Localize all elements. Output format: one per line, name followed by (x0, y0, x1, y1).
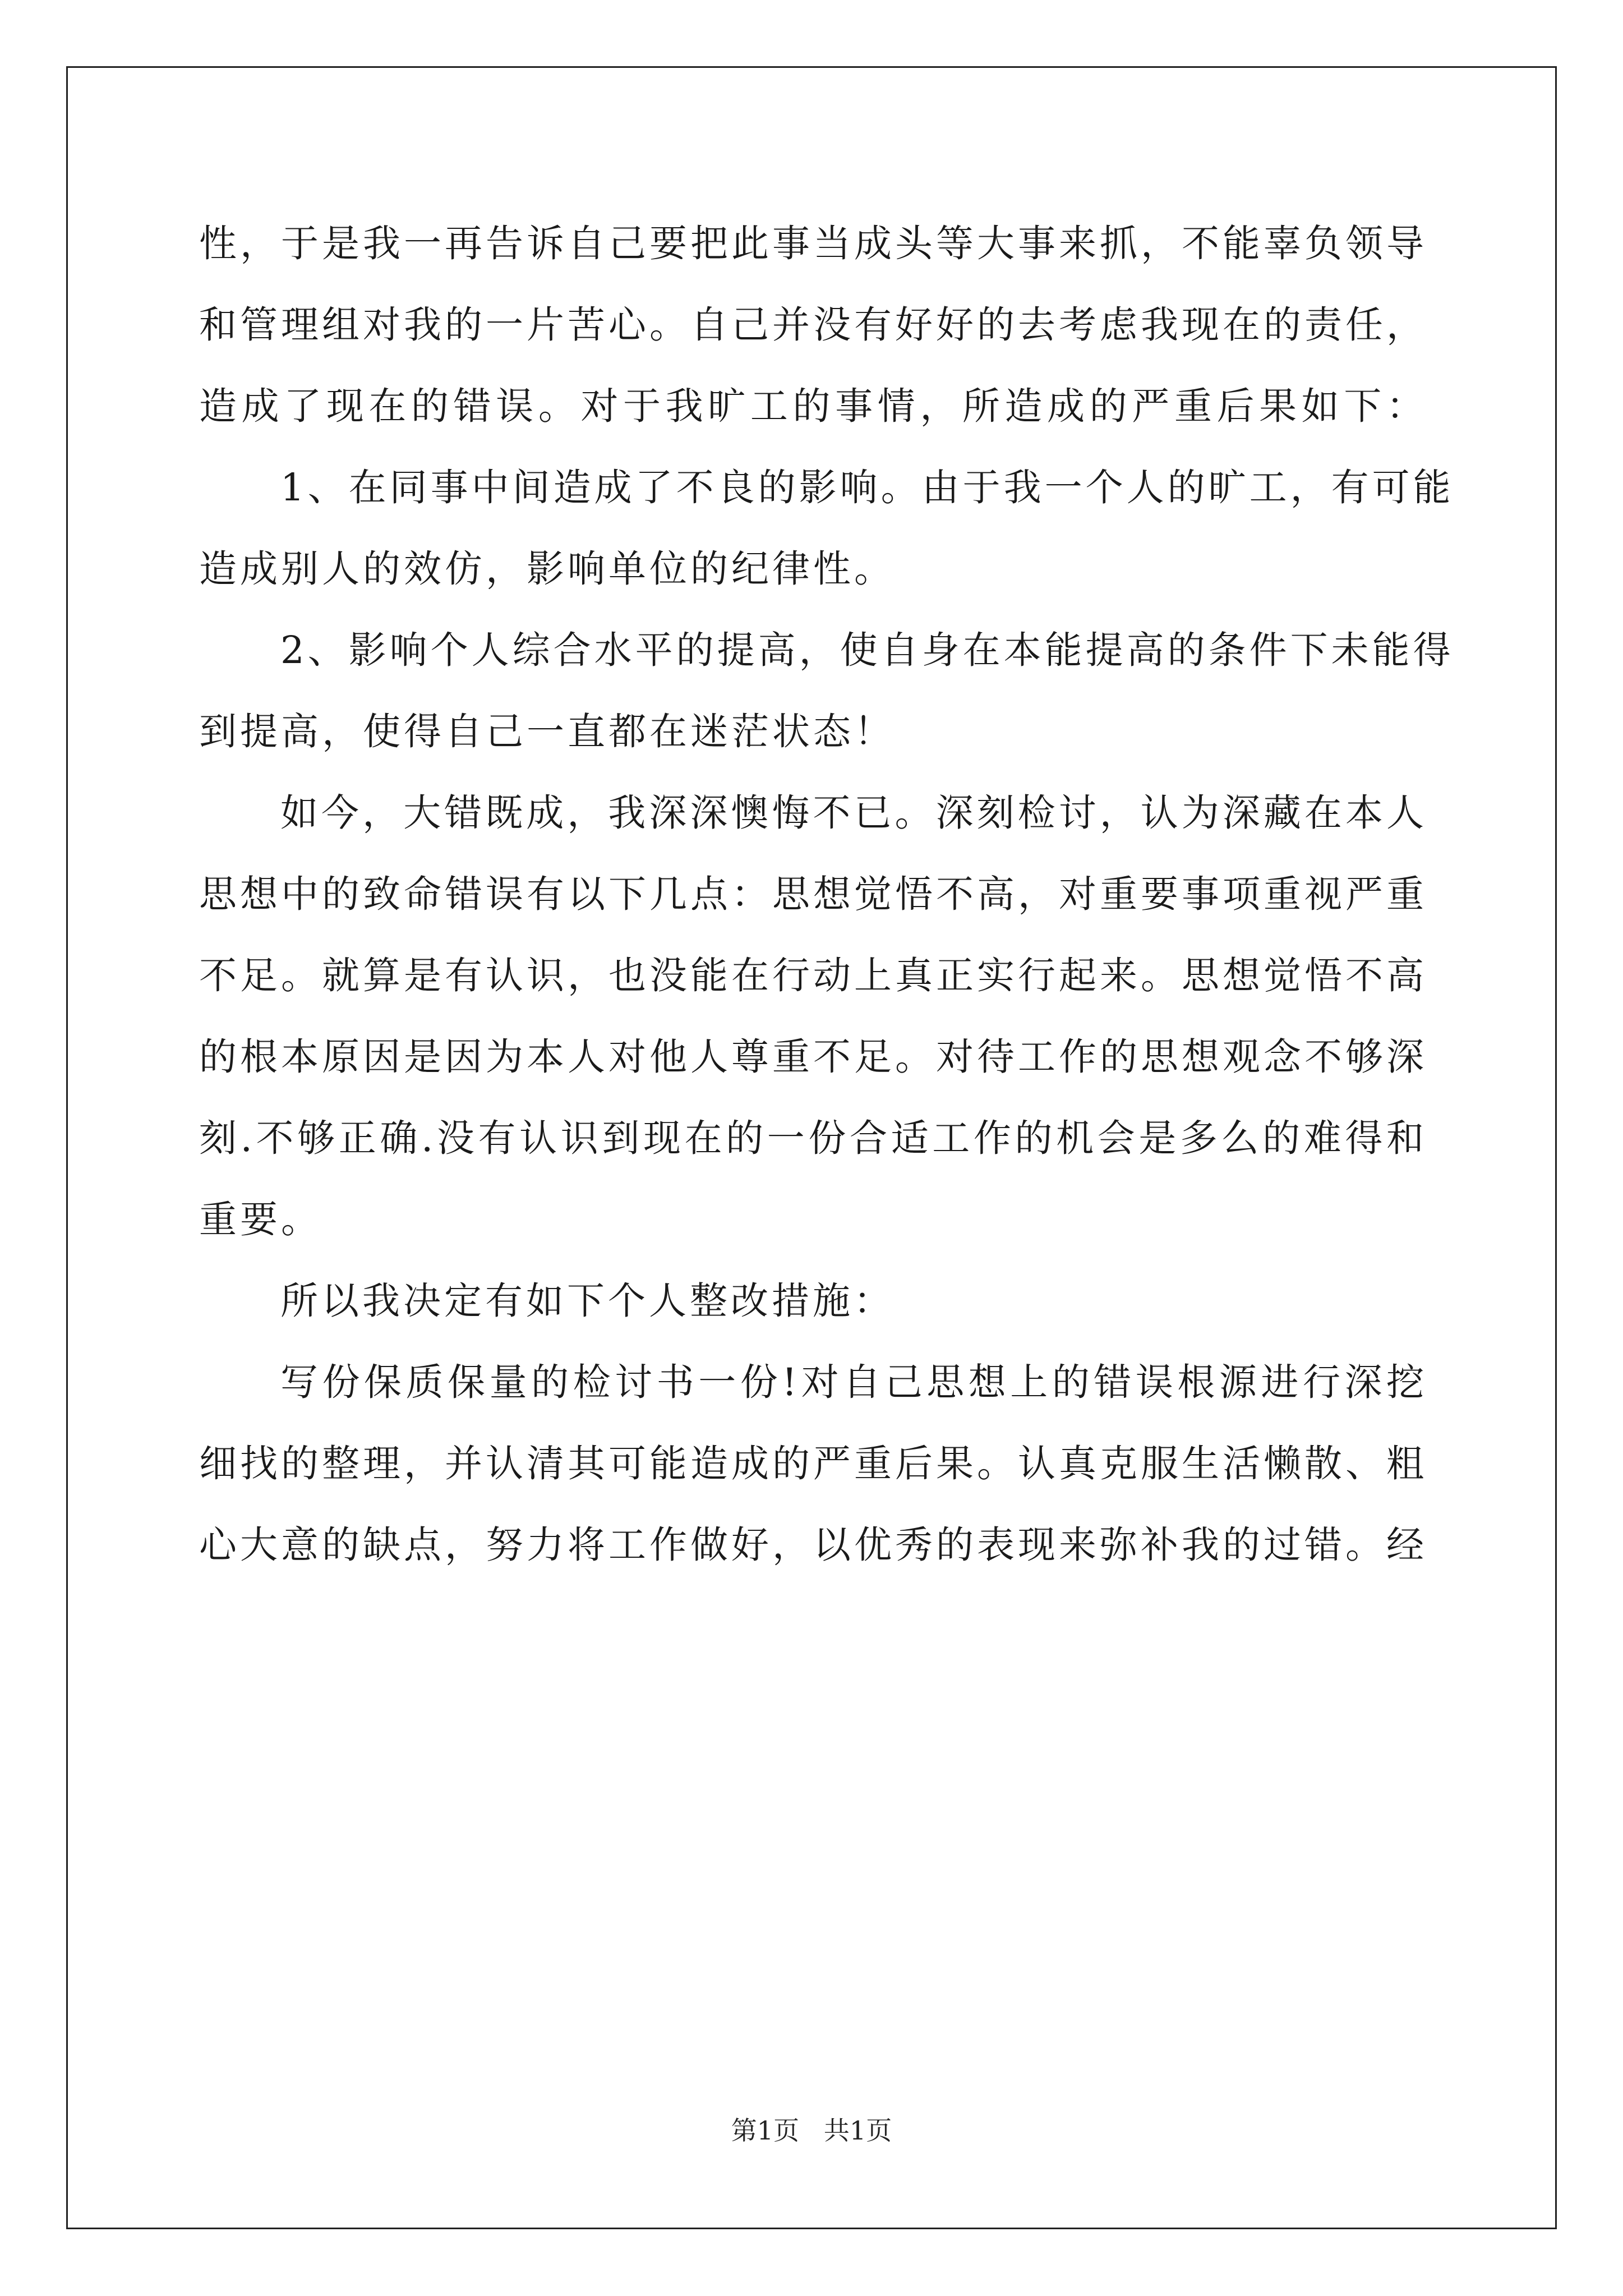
text-line: 2、影响个人综合水平的提高，使自身在本能提高的条件下未能得 (280, 628, 1454, 672)
text-line: 造成别人的效仿，影响单位的纪律性。 (199, 547, 895, 591)
text-line: 造成了现在的错误。对于我旷工的事情，所造成的严重后果如下： (199, 384, 1427, 428)
text-line: 写份保质保量的检讨书一份!对自己思想上的错误根源进行深挖 (280, 1360, 1427, 1404)
document-body (199, 203, 1454, 1586)
text-line: 性，于是我一再告诉自己要把此事当成头等大事来抓，不能辜负领导 (199, 222, 1427, 265)
page-footer: 第1页 共1页 (731, 2115, 892, 2146)
text-line: 到提高，使得自己一直都在迷茫状态！ (199, 710, 895, 753)
text-line: 不足。就算是有认识，也没能在行动上真正实行起来。思想觉悟不高 (199, 954, 1427, 997)
text-line: 重要。 (199, 1198, 322, 1241)
text-line: 心大意的缺点，努力将工作做好，以优秀的表现来弥补我的过错。经 (199, 1523, 1427, 1567)
text-line: 细找的整理，并认清其可能造成的严重后果。认真克服生活懒散、粗 (199, 1442, 1427, 1485)
text-line: 和管理组对我的一片苦心。自己并没有好好的去考虑我现在的责任， (199, 303, 1427, 347)
text-line: 思想中的致命错误有以下几点：思想觉悟不高，对重要事项重视严重 (199, 872, 1427, 916)
text-line: 如今，大错既成，我深深懊悔不已。深刻检讨，认为深藏在本人 (280, 791, 1427, 835)
text-line: 刻.不够正确.没有认识到现在的一份合适工作的机会是多么的难得和 (199, 1116, 1427, 1160)
text-line: 的根本原因是因为本人对他人尊重不足。对待工作的思想观念不够深 (199, 1035, 1427, 1079)
text-line: 1、在同事中间造成了不良的影响。由于我一个人的旷工，有可能 (280, 466, 1454, 509)
text-line: 所以我决定有如下个人整改措施： (280, 1279, 895, 1323)
